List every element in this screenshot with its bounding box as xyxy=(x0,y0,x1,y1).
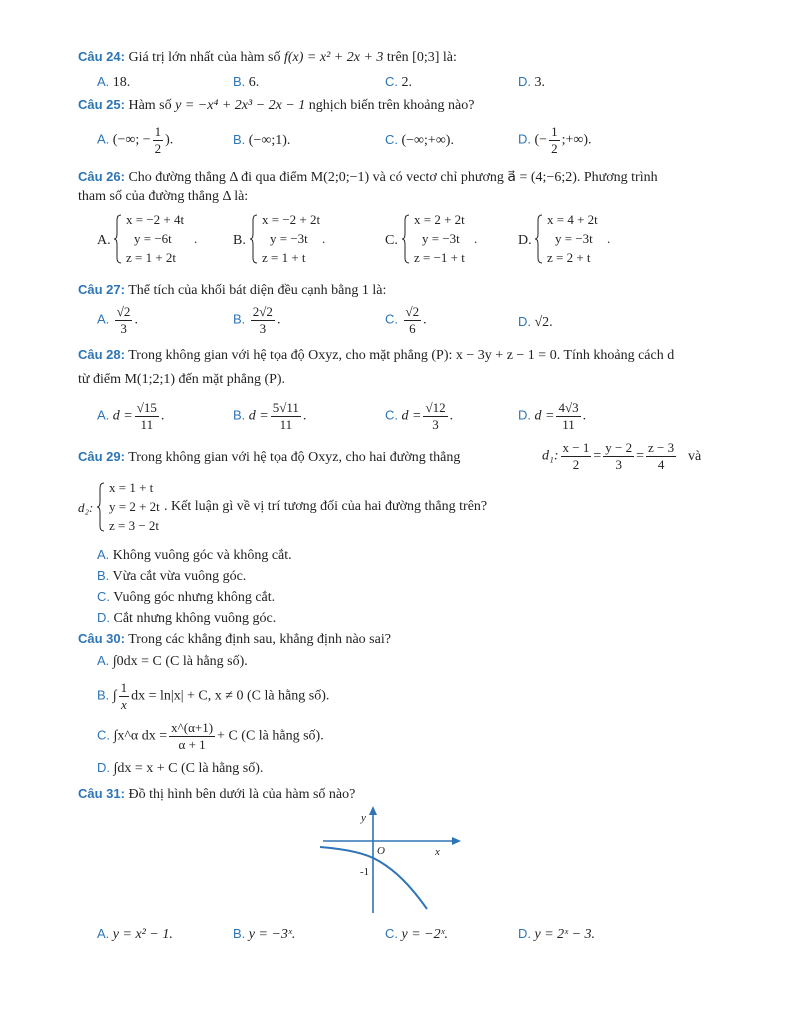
question-number: Câu 29: xyxy=(78,449,125,464)
numerator: 2√2 xyxy=(252,304,273,319)
equation-row: y = −3t xyxy=(422,231,460,246)
period: . xyxy=(276,312,281,328)
question-stem: nghịch biến trên khoảng nào? xyxy=(308,98,475,113)
numerator: z − 3 xyxy=(648,440,675,455)
option-a[interactable] xyxy=(97,651,248,672)
option-label: C. xyxy=(385,74,398,89)
line-name: d₁: xyxy=(542,448,559,464)
denominator: 6 xyxy=(409,321,416,336)
option-prefix: d = xyxy=(534,408,555,424)
x-axis-label: x xyxy=(435,846,440,858)
option-c-label[interactable]: C. xyxy=(385,233,398,248)
question-27 xyxy=(78,279,705,301)
function-expression: y = −x⁴ + 2x³ − 2x − 1 xyxy=(175,98,306,113)
period: . xyxy=(134,312,138,328)
option-a[interactable] xyxy=(97,924,173,945)
equation-row: z = 3 − 2t xyxy=(109,518,160,533)
numerator: 4√3 xyxy=(558,400,579,415)
question-number: Câu 30: xyxy=(78,631,125,646)
question-number: Câu 28: xyxy=(78,347,125,362)
option-label: A. xyxy=(97,311,110,327)
option-label: B. xyxy=(233,74,246,89)
denominator: 2 xyxy=(572,457,580,472)
numerator: 1 xyxy=(154,124,162,139)
fraction xyxy=(153,124,164,157)
option-value: y = −3ˣ. xyxy=(248,927,296,942)
numerator: √2 xyxy=(405,304,420,319)
denominator: 3 xyxy=(120,321,127,336)
equation-row: x = 4 + 2t xyxy=(547,212,598,227)
question-stem-continued: . Kết luận gì về vị trí tương đối của hai đường thẳng trên? xyxy=(164,499,488,514)
option-label: A. xyxy=(97,926,110,941)
option-d[interactable] xyxy=(97,758,263,779)
option-c[interactable] xyxy=(97,720,324,753)
option-label: D. xyxy=(518,407,531,423)
fraction xyxy=(646,440,676,473)
interval-right: ). xyxy=(165,132,174,148)
option-label: A. xyxy=(97,407,110,423)
question-stem: Cho đường thẳng Δ đi qua điểm M(2;0;−1) và có vectơ chỉ phương a⃗ = (4;−6;2). Phương trình xyxy=(128,170,658,185)
option-value: Vừa cắt vừa vuông góc. xyxy=(112,569,247,584)
option-b[interactable] xyxy=(97,680,329,713)
y-axis-label: y xyxy=(361,812,366,824)
option-value: √2. xyxy=(534,315,553,330)
question-stem: Hàm số xyxy=(128,98,172,113)
option-b[interactable] xyxy=(233,72,259,93)
numerator: √2 xyxy=(116,304,131,319)
option-c[interactable] xyxy=(385,304,427,337)
numerator: x^(α+1) xyxy=(171,720,214,735)
option-label: A. xyxy=(97,74,110,89)
question-25 xyxy=(78,94,705,116)
denominator: 3 xyxy=(432,417,439,432)
fraction xyxy=(423,400,447,433)
equation-row: y = −3t xyxy=(270,231,308,246)
interval-left: (−∞; − xyxy=(112,132,151,148)
period: . xyxy=(160,408,165,424)
option-label: C. xyxy=(385,132,398,147)
option-value: dx = ln|x| + C, x ≠ 0 (C là hằng số). xyxy=(131,688,330,704)
option-label: C. xyxy=(385,407,398,423)
denominator: 2 xyxy=(154,141,162,156)
question-stem: trên xyxy=(386,50,409,65)
option-a[interactable] xyxy=(97,124,173,157)
option-value: Không vuông góc và không cắt. xyxy=(112,548,292,563)
option-label: B. xyxy=(233,311,246,327)
question-stem: Trong không gian với hệ tọa độ Oxyz, cho hai đường thẳng xyxy=(128,450,461,465)
integral-sign: ∫ xyxy=(112,688,117,704)
origin-label: O xyxy=(377,845,385,857)
question-stem: Trong các khẳng định sau, khẳng định nào sai? xyxy=(128,632,391,647)
question-26 xyxy=(78,166,705,188)
equation-row: y = 2 + 2t xyxy=(109,499,160,514)
question-number: Câu 25: xyxy=(78,97,125,112)
option-value: Vuông góc nhưng không cắt. xyxy=(113,590,276,605)
option-b-label[interactable]: B. xyxy=(233,233,246,248)
option-a-label[interactable]: A. xyxy=(97,233,111,248)
option-value: 6. xyxy=(248,75,260,90)
brace-icon xyxy=(114,214,122,264)
interval: [0;3] xyxy=(412,50,440,65)
option-prefix: ∫x^α dx = xyxy=(113,728,168,744)
fraction xyxy=(271,400,301,433)
question-24 xyxy=(78,46,705,68)
fraction xyxy=(556,400,580,433)
numerator: 1 xyxy=(120,680,128,695)
fraction xyxy=(119,680,130,713)
option-d[interactable] xyxy=(518,72,545,93)
question-stem: Trong không gian với hệ tọa độ Oxyz, cho mặt phẳng (P): x − 3y + z − 1 = 0. Tính khoảng cách d xyxy=(128,348,675,363)
equation-row: y = −6t xyxy=(134,231,172,246)
question-29 xyxy=(78,449,460,466)
period: . xyxy=(322,231,326,246)
fraction xyxy=(549,124,560,157)
option-label: A. xyxy=(97,547,110,562)
period: . xyxy=(302,408,307,424)
option-label: D. xyxy=(518,314,531,329)
question-number: Câu 27: xyxy=(78,282,125,297)
period: . xyxy=(194,231,198,246)
question-number: Câu 24: xyxy=(78,49,125,64)
option-d[interactable] xyxy=(518,312,553,333)
option-label: B. xyxy=(233,407,246,423)
option-b[interactable] xyxy=(233,400,306,433)
question-stem-continued: từ điểm M(1;2;1) đến mặt phẳng (P). xyxy=(78,372,286,387)
option-value: Cắt nhưng không vuông góc. xyxy=(113,611,277,626)
option-label: D. xyxy=(518,926,531,941)
fraction xyxy=(603,440,634,473)
option-d-label[interactable]: D. xyxy=(518,233,532,248)
option-label: D. xyxy=(518,74,531,89)
interval-right: ;+∞). xyxy=(561,132,592,148)
denominator: 11 xyxy=(140,417,154,432)
option-c[interactable] xyxy=(385,130,454,151)
brace-icon xyxy=(97,482,105,532)
equation-row: z = −1 + t xyxy=(414,250,465,265)
option-label: C. xyxy=(97,727,110,743)
denominator: x xyxy=(121,697,127,712)
denominator: 3 xyxy=(259,321,267,336)
equation-row: x = 2 + 2t xyxy=(414,212,465,227)
denominator: 3 xyxy=(615,457,622,472)
denominator: α + 1 xyxy=(178,737,206,752)
option-label: C. xyxy=(97,589,110,604)
y-axis-arrow-icon xyxy=(369,806,377,815)
denominator: 11 xyxy=(279,417,293,432)
option-label: C. xyxy=(385,311,398,327)
numerator: x − 1 xyxy=(562,440,590,455)
option-value: ∫dx = x + C (C là hằng số). xyxy=(113,761,264,776)
fraction xyxy=(251,304,275,337)
option-label: B. xyxy=(233,132,246,147)
brace-icon xyxy=(535,214,543,264)
option-c[interactable] xyxy=(385,72,412,93)
x-axis-arrow-icon xyxy=(452,837,461,845)
option-value: 3. xyxy=(534,75,545,90)
option-label: D. xyxy=(97,760,110,775)
numerator: y − 2 xyxy=(605,440,633,455)
question-31 xyxy=(78,783,705,805)
question-stem: Thể tích của khối bát diện đều cạnh bằng 1 là: xyxy=(128,283,387,298)
brace-icon xyxy=(402,214,410,264)
option-value: (−∞;+∞). xyxy=(401,133,454,148)
option-c[interactable] xyxy=(97,587,275,608)
option-label: A. xyxy=(97,131,110,147)
option-a[interactable] xyxy=(97,72,130,93)
option-prefix: d = xyxy=(112,408,133,424)
option-d[interactable] xyxy=(97,608,276,629)
option-b-system[interactable] xyxy=(250,212,340,268)
equation-row: z = 2 + t xyxy=(547,250,591,265)
option-value: y = 2ˣ − 3. xyxy=(534,927,596,942)
tick-label: -1 xyxy=(360,866,370,878)
option-a[interactable] xyxy=(97,400,164,433)
question-stem: là: xyxy=(442,50,457,65)
line-d2-name: d₂: xyxy=(78,500,94,515)
option-prefix: d = xyxy=(248,408,269,424)
brace-icon xyxy=(250,214,258,264)
numerator: √12 xyxy=(425,400,446,415)
option-b[interactable] xyxy=(233,304,280,337)
equation-row: x = 1 + t xyxy=(109,480,154,495)
option-label: D. xyxy=(518,131,531,147)
question-28 xyxy=(78,344,705,366)
option-label: C. xyxy=(385,926,398,941)
fraction xyxy=(115,304,133,337)
option-value: + C (C là hằng số). xyxy=(217,728,324,744)
option-d[interactable] xyxy=(518,124,592,157)
denominator: 4 xyxy=(657,457,665,472)
option-label: B. xyxy=(97,568,110,583)
option-a[interactable] xyxy=(97,545,292,566)
option-a-system[interactable] xyxy=(114,212,204,268)
period: . xyxy=(423,312,427,328)
numerator: √15 xyxy=(136,400,157,415)
option-d[interactable] xyxy=(518,400,586,433)
question-number: Câu 26: xyxy=(78,169,125,184)
option-c-system[interactable] xyxy=(402,212,492,268)
numerator: 5√11 xyxy=(272,400,299,415)
equation-row: y = −3t xyxy=(555,231,593,246)
option-c[interactable] xyxy=(385,400,453,433)
period: . xyxy=(474,231,478,246)
equation-row: z = 1 + t xyxy=(262,250,306,265)
line-d1-equation: d₁: $\frac{x - 1}{2}$ = $\frac{y - 2}{3}$ = $\frac{z - 3}{4}$ xyxy=(542,440,675,472)
interval-left: (− xyxy=(534,132,548,148)
option-value: (−∞;1). xyxy=(248,133,291,148)
fraction xyxy=(135,400,159,433)
period: . xyxy=(449,408,454,424)
question-number: Câu 31: xyxy=(78,786,125,801)
equation-row: x = −2 + 2t xyxy=(262,212,321,227)
option-c[interactable] xyxy=(385,924,448,945)
denominator: 11 xyxy=(562,417,575,432)
function-expression: f(x) = x² + 2x + 3 xyxy=(284,50,384,65)
option-value: y = x² − 1. xyxy=(112,927,173,942)
period: . xyxy=(607,231,611,246)
question-30 xyxy=(78,628,705,650)
function-graph xyxy=(315,805,465,915)
question-stem-continued: tham số của đường thẳng Δ là: xyxy=(78,189,249,204)
option-b[interactable] xyxy=(97,566,246,587)
fraction xyxy=(561,440,592,473)
question-stem: Đồ thị hình bên dưới là của hàm số nào? xyxy=(128,787,356,802)
conjunction: và xyxy=(688,449,702,464)
option-a[interactable] xyxy=(97,304,138,337)
option-d-system[interactable] xyxy=(535,212,625,268)
option-value: y = −2ˣ. xyxy=(401,927,449,942)
fraction xyxy=(169,720,215,753)
option-d[interactable] xyxy=(518,924,595,945)
equation-row: z = 1 + 2t xyxy=(126,250,177,265)
line-d2-system xyxy=(97,480,167,536)
option-prefix: d = xyxy=(401,408,422,424)
fraction xyxy=(404,304,422,337)
option-value: 18. xyxy=(112,75,131,90)
option-value: 2. xyxy=(401,75,412,90)
option-label: B. xyxy=(97,687,110,703)
option-label: D. xyxy=(97,610,110,625)
option-value: ∫0dx = C (C là hằng số). xyxy=(112,654,248,669)
option-b[interactable] xyxy=(233,924,295,945)
option-label: B. xyxy=(233,926,246,941)
option-b[interactable] xyxy=(233,130,290,151)
equation-row: x = −2 + 4t xyxy=(126,212,185,227)
numerator: 1 xyxy=(551,124,558,139)
question-stem: Giá trị lớn nhất của hàm số xyxy=(128,50,281,65)
option-label: A. xyxy=(97,653,110,668)
period: . xyxy=(582,408,587,424)
denominator: 2 xyxy=(551,141,558,156)
